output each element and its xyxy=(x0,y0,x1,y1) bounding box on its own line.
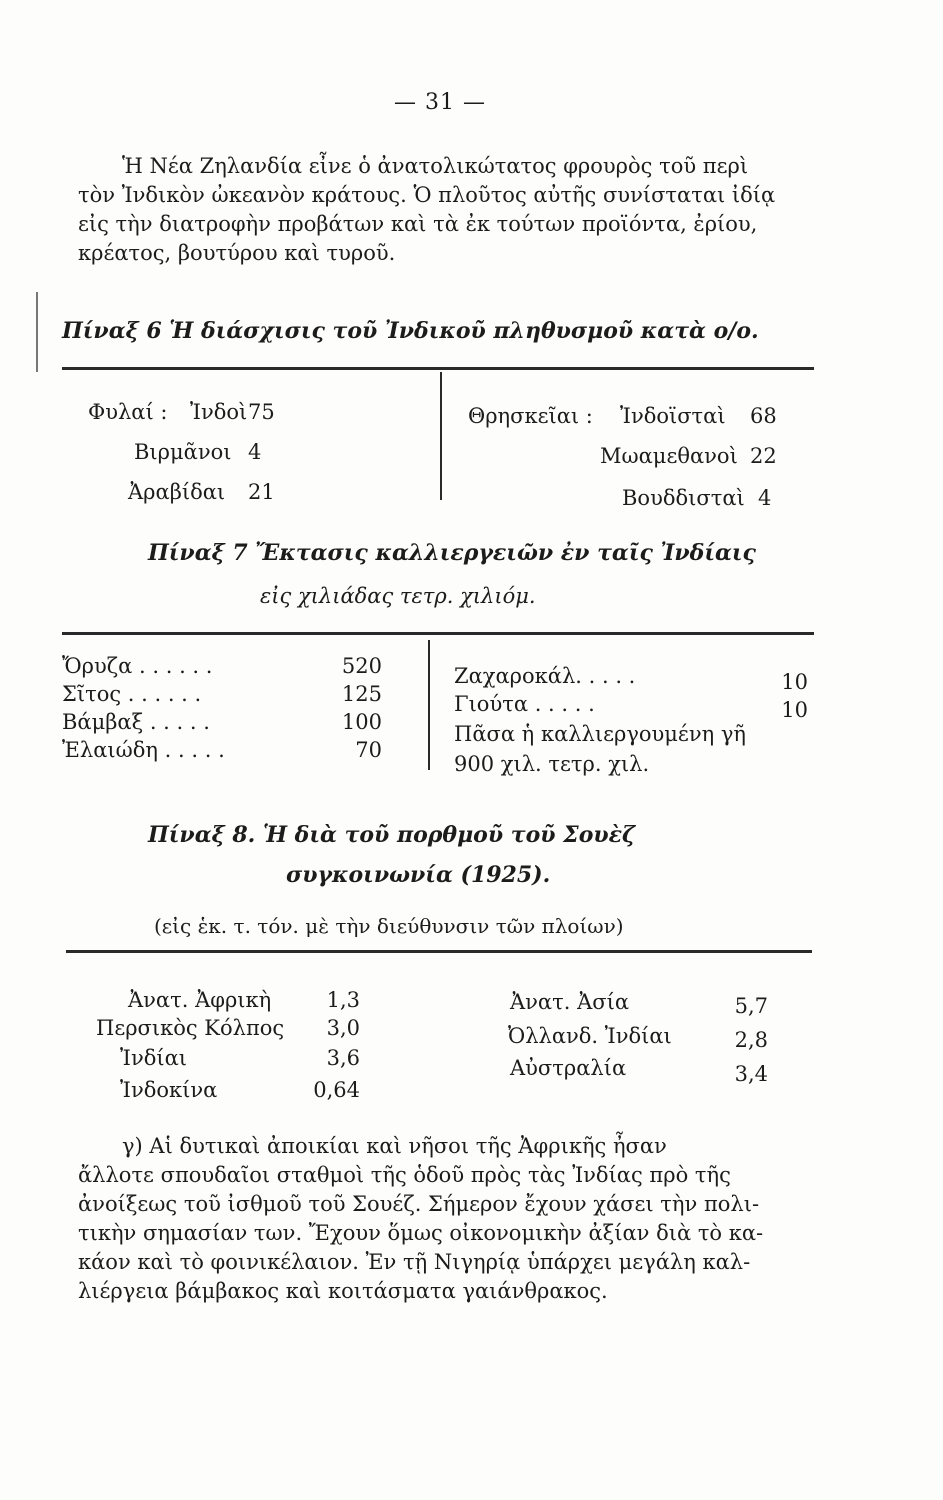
table6-right-value: 68 xyxy=(750,404,777,428)
table8-subtitle: (εἰς ἑκ. τ. τόν. μὲ τὴν διεύθυνσιν τῶν πλοίων) xyxy=(154,914,624,938)
table6-title: Πίναξ 6 Ἡ διάσχισις τοῦ Ἰνδικοῦ πληθυσμοῦ κατὰ ο/ο. xyxy=(62,318,759,344)
table8-left-value: 3,6 xyxy=(326,1046,360,1070)
table7-left-name: Βάμβαξ . . . . . xyxy=(62,710,210,734)
table7-right-name: Ζαχαροκάλ. . . . . xyxy=(454,664,636,688)
table6-left-name: Ἀραβίδαι xyxy=(128,480,226,504)
table7-left-value: 125 xyxy=(341,682,382,706)
paragraph-line: τὸν Ἰνδικὸν ὠκεανὸν κράτους. Ὁ πλοῦτος αὐτῆς συνίσταται ἰδίᾳ xyxy=(78,183,776,207)
table6-left-value: 75 xyxy=(248,400,275,424)
paragraph-line: Ἡ Νέα Ζηλανδία εἶνε ὁ ἀνατολικώτατος φρουρὸς τοῦ περὶ xyxy=(122,154,749,178)
table6-right-name: Ἰνδοϊσταὶ xyxy=(620,404,726,428)
table6-right-name: Μωαμεθανοὶ xyxy=(600,444,738,468)
table7-total-note: 900 χιλ. τετρ. χιλ. xyxy=(454,752,650,776)
table8-left-name: Ἀνατ. Ἀφρικὴ xyxy=(128,988,272,1012)
table8-right-name: Ἀνατ. Ἀσία xyxy=(510,990,629,1014)
table8-right-value: 2,8 xyxy=(734,1028,768,1052)
table7-left-value: 70 xyxy=(355,738,382,762)
table6-right-value: 4 xyxy=(758,486,772,510)
table8-right-name: Αὐστραλία xyxy=(510,1056,627,1080)
table8-title-continued: συγκοινωνία (1925). xyxy=(286,862,551,888)
table7-left-name: Ὄρυζα . . . . . . xyxy=(62,654,213,678)
paragraph-line: εἰς τὴν διατροφὴν προβάτων καὶ τὰ ἐκ τούτων προϊόντα, ἐρίου, xyxy=(78,212,758,236)
table7-title: Πίναξ 7 Ἔκτασις καλλιεργειῶν ἐν ταῖς Ἰνδίαις xyxy=(148,540,756,566)
table8-left-value: 1,3 xyxy=(326,988,360,1012)
margin-mark xyxy=(36,292,38,372)
table8-left-name: Ἰνδοκίνα xyxy=(120,1078,218,1102)
table8-left-value: 0,64 xyxy=(313,1078,360,1102)
table7-left-name: Σῖτος . . . . . . xyxy=(62,682,202,706)
intro-paragraph xyxy=(78,152,822,268)
table8-right-name: Ὀλλανδ. Ἰνδίαι xyxy=(508,1024,672,1048)
table8-left-value: 3,0 xyxy=(326,1016,360,1040)
table7-total-note: Πᾶσα ἡ καλλιεργουμένη γῆ xyxy=(454,722,746,746)
table6-left-value: 4 xyxy=(248,440,262,464)
table7-left-value: 520 xyxy=(341,654,382,678)
paragraph-line: κάον καὶ τὸ φοινικέλαιον. Ἐν τῇ Νιγηρίᾳ ὑπάρχει μεγάλη καλ- xyxy=(78,1250,751,1274)
table8-left-name: Περσικὸς Κόλπος xyxy=(96,1016,285,1040)
table6-right-value: 22 xyxy=(750,444,777,468)
table8-title: Πίναξ 8. Ἡ διὰ τοῦ πορθμοῦ τοῦ Σουὲζ xyxy=(148,822,636,848)
table6-left-name: Ἰνδοὶ xyxy=(190,400,248,424)
table6-left-heading: Φυλαί : xyxy=(88,400,168,424)
table8-right-value: 3,4 xyxy=(734,1062,768,1086)
paragraph-line: ἀνοίξεως τοῦ ἰσθμοῦ τοῦ Σουέζ. Σήμερον ἔχουν χάσει τὴν πολι- xyxy=(78,1192,760,1216)
table6-top-rule xyxy=(62,367,814,370)
table6-right-name: Βουδδισταὶ xyxy=(622,486,745,510)
table8-top-rule xyxy=(66,950,812,953)
paragraph-line: κρέατος, βουτύρου καὶ τυροῦ. xyxy=(78,241,396,265)
table8-right-value: 5,7 xyxy=(734,994,768,1018)
table7-subtitle: εἰς χιλιάδας τετρ. χιλιόμ. xyxy=(260,584,536,608)
paragraph-line: τικὴν σημασίαν των. Ἔχουν ὅμως οἰκονομικὴν ἀξίαν διὰ τὸ κα- xyxy=(78,1221,764,1245)
paragraph-line: ἄλλοτε σπουδαῖοι σταθμοὶ τῆς ὁδοῦ πρὸς τὰς Ἰνδίας πρὸ τῆς xyxy=(78,1163,731,1187)
table7-top-rule xyxy=(62,632,814,635)
table7-left-name: Ἐλαιώδη . . . . . xyxy=(62,738,225,762)
page-number: — 31 — xyxy=(394,90,486,115)
table7-column-divider xyxy=(428,640,430,770)
table8-left-name: Ἰνδίαι xyxy=(120,1046,187,1070)
table6-right-heading: Θρησκεῖαι : xyxy=(468,404,593,428)
table7-right-value: 10 xyxy=(781,698,808,722)
table7-left-value: 100 xyxy=(341,710,382,734)
table6-column-divider xyxy=(440,372,442,500)
table6-left-value: 21 xyxy=(248,480,275,504)
table7-right-value: 10 xyxy=(781,670,808,694)
closing-paragraph xyxy=(78,1132,822,1306)
paragraph-line: γ) Αἱ δυτικαὶ ἀποικίαι καὶ νῆσοι τῆς Ἀφρικῆς ἦσαν xyxy=(122,1134,667,1158)
table7-right-name: Γιούτα . . . . . xyxy=(454,692,595,716)
table6-left-name: Βιρμᾶνοι xyxy=(134,440,232,464)
paragraph-line: λιέργεια βάμβακος καὶ κοιτάσματα γαιάνθρακος. xyxy=(78,1279,608,1303)
